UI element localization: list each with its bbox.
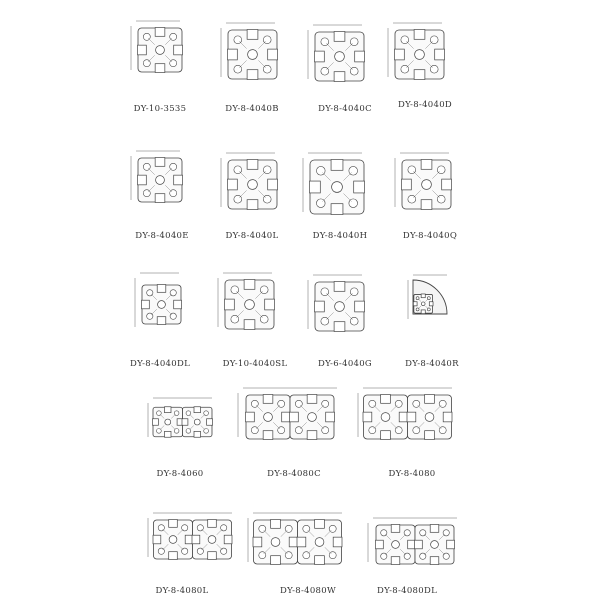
center-bore [158, 301, 166, 309]
profile-code-label: DY-6-4040G [317, 359, 373, 369]
t-slot [268, 49, 278, 60]
t-slot [247, 30, 258, 40]
profile-drawing [385, 20, 450, 85]
t-slot [331, 160, 343, 171]
profile-module [315, 32, 365, 82]
t-slot [391, 525, 400, 533]
profile-module [192, 520, 232, 560]
profile-code-label: DY-8-4040L [225, 231, 279, 241]
profile-module [225, 280, 275, 330]
t-slot [228, 179, 238, 190]
t-slot [443, 412, 452, 422]
center-bore [264, 413, 273, 422]
t-slot [333, 537, 342, 547]
t-slot [244, 280, 255, 290]
profile-module [376, 525, 416, 565]
t-slot [435, 49, 445, 60]
profile-module [182, 407, 213, 438]
profile-module [415, 525, 455, 565]
t-slot [425, 431, 435, 440]
profile-code-label: DY-8-4040H [312, 231, 368, 241]
profile-module [407, 395, 452, 440]
t-slot [165, 407, 171, 413]
profile-drawing [235, 385, 345, 445]
t-slot [174, 175, 183, 185]
t-slot [381, 431, 391, 440]
t-slot [447, 540, 455, 549]
profile-drawing [355, 385, 460, 445]
t-slot [157, 285, 166, 293]
t-slot [315, 520, 325, 529]
profile-drawing [392, 150, 457, 215]
t-slot [421, 160, 432, 170]
t-slot [326, 412, 335, 422]
center-bore [332, 182, 343, 193]
profile-drawing [300, 150, 370, 220]
t-slot [307, 395, 317, 404]
t-slot [247, 200, 258, 210]
t-slot [425, 395, 435, 404]
profile-code-label: DY-10-3535 [133, 104, 187, 114]
center-bore [165, 419, 171, 425]
profile-code-label: DY-8-4080L [155, 586, 209, 596]
profile-module [363, 395, 408, 440]
t-slot [263, 431, 273, 440]
profile-code-label: DY-8-4080 [388, 469, 436, 479]
center-bore [392, 541, 400, 549]
t-slot [138, 175, 147, 185]
t-slot [363, 412, 372, 422]
t-slot [355, 301, 365, 312]
profile-drawing [145, 395, 220, 445]
center-bore [248, 180, 258, 190]
t-slot [225, 299, 235, 310]
t-slot [334, 32, 345, 42]
profile-code-label: DY-8-4040E [135, 231, 189, 241]
t-slot [407, 412, 416, 422]
center-bore [315, 538, 324, 547]
profile-code-label: DY-8-4040B [225, 104, 279, 114]
t-slot [268, 179, 278, 190]
t-slot [169, 552, 178, 560]
t-slot [208, 552, 217, 560]
profile-drawing [245, 510, 350, 570]
profile-code-label: DY-8-4060 [156, 469, 204, 479]
t-slot [331, 204, 343, 215]
t-slot [155, 194, 165, 203]
t-slot [310, 181, 321, 193]
profile-drawing [128, 18, 188, 78]
profile-drawing [128, 148, 188, 208]
profile-drawing [305, 22, 370, 87]
t-slot [244, 320, 255, 330]
profile-code-label: DY-8-4040R [405, 359, 459, 369]
profile-code-label: DY-8-4080DL [376, 586, 438, 596]
center-bore [308, 413, 317, 422]
center-bore [415, 50, 425, 60]
t-slot [290, 412, 299, 422]
t-slot [429, 302, 433, 306]
profile-drawing [215, 270, 280, 335]
profile-code-label: DY-8-4080W [279, 586, 337, 596]
center-bore [169, 536, 177, 544]
t-slot [414, 70, 425, 80]
profile-code-label: DY-8-4080C [267, 469, 321, 479]
profile-module [142, 285, 182, 325]
t-slot [381, 395, 391, 404]
center-bore [208, 536, 216, 544]
t-slot [174, 300, 182, 309]
profile-drawing [145, 510, 240, 565]
center-bore [156, 46, 165, 55]
t-slot [442, 179, 452, 190]
profile-module [315, 282, 365, 332]
t-slot [421, 310, 425, 314]
t-slot [157, 317, 166, 325]
t-slot [265, 299, 275, 310]
t-slot [246, 412, 255, 422]
t-slot [194, 431, 200, 437]
t-slot [169, 520, 178, 528]
profile-drawing [218, 20, 283, 85]
profile-code-label: DY-10-4040SL [222, 359, 288, 369]
center-bore [245, 300, 255, 310]
t-slot [307, 431, 317, 440]
center-bore [156, 176, 165, 185]
center-bore [421, 302, 425, 306]
t-slot [354, 181, 365, 193]
profile-module [253, 520, 298, 565]
t-slot [334, 72, 345, 82]
t-slot [430, 525, 439, 533]
t-slot [207, 419, 213, 425]
t-slot [355, 51, 365, 62]
profile-module [228, 160, 278, 210]
profile-module [310, 160, 365, 215]
profile-drawing [365, 515, 465, 570]
profile-module [297, 520, 342, 565]
profile-code-label: DY-8-4040DL [129, 359, 191, 369]
t-slot [421, 294, 425, 298]
t-slot [315, 556, 325, 565]
t-slot [155, 64, 165, 73]
t-slot [174, 45, 183, 55]
t-slot [334, 282, 345, 292]
t-slot [228, 49, 238, 60]
profile-module [395, 30, 445, 80]
t-slot [421, 200, 432, 210]
profile-module [138, 28, 183, 73]
center-bore [422, 180, 432, 190]
center-bore [431, 541, 439, 549]
profile-module [138, 158, 183, 203]
profile-module [402, 160, 452, 210]
t-slot [430, 557, 439, 565]
t-slot [153, 419, 159, 425]
t-slot [253, 537, 262, 547]
t-slot [376, 540, 384, 549]
profile-module [413, 294, 433, 314]
profile-code-label: DY-8-4040D [397, 100, 453, 110]
profile-drawing [132, 270, 187, 335]
t-slot [263, 395, 273, 404]
t-slot [224, 535, 232, 544]
t-slot [142, 300, 150, 309]
profile-module [228, 30, 278, 80]
t-slot [182, 419, 188, 425]
t-slot [395, 49, 405, 60]
t-slot [413, 302, 417, 306]
profile-drawing [405, 272, 455, 327]
t-slot [192, 535, 200, 544]
profile-module [153, 520, 193, 560]
t-slot [155, 158, 165, 167]
t-slot [208, 520, 217, 528]
t-slot [194, 407, 200, 413]
profile-drawing [218, 150, 283, 215]
t-slot [153, 535, 161, 544]
t-slot [334, 322, 345, 332]
profile-drawing [305, 272, 370, 337]
center-bore [248, 50, 258, 60]
center-bore [335, 52, 345, 62]
center-bore [381, 413, 390, 422]
center-bore [194, 419, 200, 425]
profile-code-label: DY-8-4040Q [402, 231, 458, 241]
t-slot [271, 520, 281, 529]
profile-code-label: DY-8-4040C [318, 104, 372, 114]
t-slot [315, 51, 325, 62]
t-slot [247, 160, 258, 170]
profile-module [246, 395, 291, 440]
t-slot [138, 45, 147, 55]
t-slot [402, 179, 412, 190]
profile-module [290, 395, 335, 440]
t-slot [297, 537, 306, 547]
t-slot [165, 431, 171, 437]
t-slot [315, 301, 325, 312]
center-bore [271, 538, 280, 547]
t-slot [155, 28, 165, 37]
t-slot [414, 30, 425, 40]
t-slot [415, 540, 423, 549]
t-slot [271, 556, 281, 565]
t-slot [247, 70, 258, 80]
center-bore [335, 302, 345, 312]
profile-module [153, 407, 184, 438]
center-bore [425, 413, 434, 422]
t-slot [391, 557, 400, 565]
